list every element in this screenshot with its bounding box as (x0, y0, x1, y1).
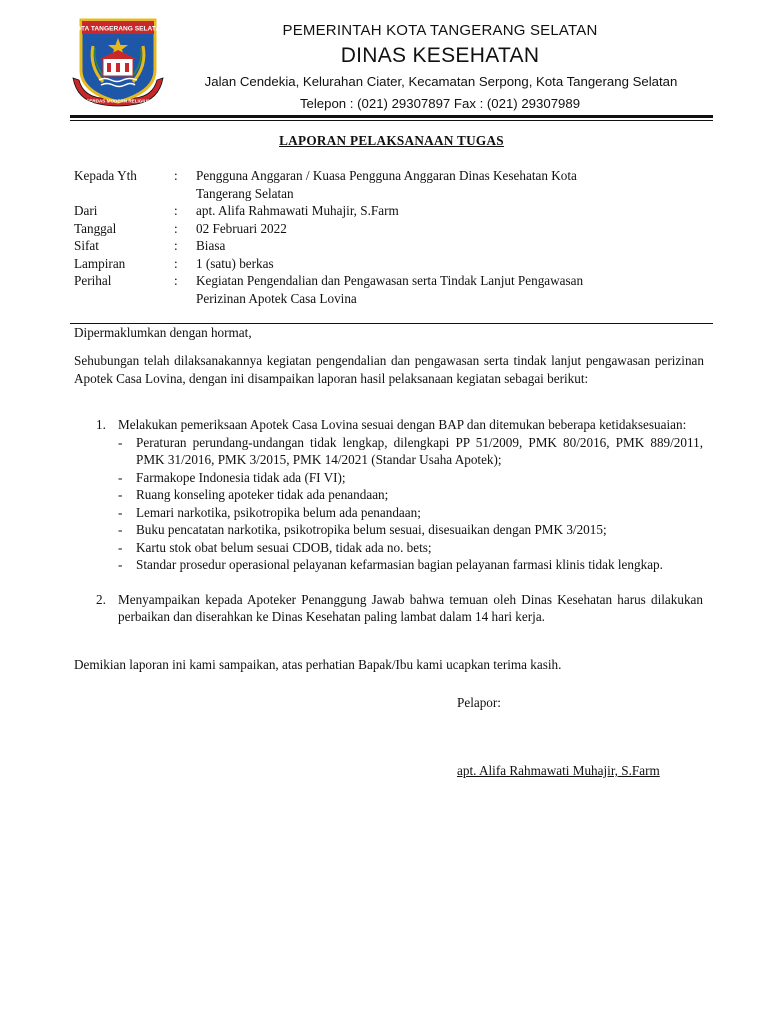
meta-label: Dari (74, 203, 98, 218)
list-item-body (118, 416, 703, 574)
agency-contact: Telepon : (021) 29307897 Fax : (021) 29307989 (299, 96, 581, 111)
salutation: Dipermaklumkan dengan hormat, (74, 325, 252, 340)
agency-address: Jalan Cendekia, Kelurahan Ciater, Kecamatan Serpong, Kota Tangerang Selatan (204, 74, 678, 89)
city-emblem-logo (69, 16, 167, 112)
government-name: PEMERINTAH KOTA TANGERANG SELATAN (282, 22, 598, 39)
meta-value: 1 (satu) berkas (196, 255, 274, 271)
meta-label: Lampiran (74, 255, 126, 271)
list-item-text: Menyampaikan kepada Apoteker Penanggung Jawab bahwa temuan oleh Dinas Kesehatan harus dilakukan perbaikan dan diserahkan ke Dinas Kesehatan paling lambat dalam 14 hari kerja. (118, 591, 703, 624)
sub-item (118, 504, 703, 522)
meta-label: Perihal (74, 273, 112, 288)
meta-row-subject (74, 272, 694, 307)
sub-item-dash: - (118, 557, 123, 572)
letter-meta (74, 167, 694, 307)
meta-value: apt. Alifa Rahmawati Muhajir, S.Farm (196, 203, 399, 218)
sub-item (118, 434, 703, 469)
sub-item (118, 521, 703, 539)
meta-row-from (74, 202, 694, 220)
meta-value: 02 Februari 2022 (196, 220, 287, 236)
reporter-label: Pelapor: (457, 695, 501, 710)
intro-paragraph: Sehubungan telah dilaksanakannya kegiatan pengendalian dan pengawasan serta tindak lanjut pengawasan perizinan Apotek Casa Lovina, dengan ini disampaikan laporan hasil pelaksanaan kegiatan sebagai berikut: (74, 353, 704, 386)
list-item-number: 1. (96, 417, 106, 432)
sub-item (118, 539, 703, 557)
meta-colon: : (174, 203, 178, 218)
meta-value (196, 272, 694, 307)
meta-colon: : (174, 168, 178, 183)
sub-item-dash: - (118, 539, 123, 555)
agency-name: DINAS KESEHATAN (340, 44, 540, 67)
sub-item (118, 556, 703, 574)
sub-item-text: Peraturan perundang-undangan tidak lengkap, dilengkapi PP 51/2009, PMK 80/2016, PMK 889/2011, PMK 31/2016, PMK 3/2015, PMK 14/2021 (Standar Usaha Apotek); (136, 434, 703, 467)
sub-item-text: Buku pencatatan narkotika, psikotropika belum sesuai, disesuaikan dengan PMK 3/2015; (136, 522, 607, 537)
meta-row-date (74, 220, 694, 238)
sub-item (118, 469, 703, 487)
logo-motto-text: CERDAS MODERN RELIGIUS (85, 98, 151, 104)
meta-value-line: Tangerang Selatan (196, 185, 294, 201)
sub-item-text: Kartu stok obat belum sesuai CDOB, tidak ada no. bets; (136, 539, 432, 555)
signer-name: apt. Alifa Rahmawati Muhajir, S.Farm (457, 763, 660, 778)
meta-label: Kepada Yth (74, 168, 137, 183)
meta-row-recipient (74, 167, 694, 202)
meta-value-line: Perizinan Apotek Casa Lovina (196, 290, 357, 306)
letterhead-divider-thick (70, 115, 713, 118)
findings-list (96, 416, 703, 626)
sub-item-text: Ruang konseling apoteker tidak ada penandaan; (136, 487, 389, 502)
list-spacer (96, 574, 703, 591)
sub-item-text: Farmakope Indonesia tidak ada (FI VI); (136, 469, 346, 485)
meta-value (196, 167, 694, 202)
list-item-number: 2. (96, 591, 106, 607)
sub-item-dash: - (118, 487, 123, 502)
sub-item (118, 486, 703, 504)
meta-colon: : (174, 220, 178, 236)
closing-paragraph: Demikian laporan ini kami sampaikan, atas perhatian Bapak/Ibu kami ucapkan terima kasih. (74, 657, 562, 672)
letterhead-divider-thin (70, 120, 713, 121)
sub-item-dash: - (118, 434, 123, 450)
sub-item-text: Lemari narkotika, psikotropika belum ada penandaan; (136, 504, 421, 520)
meta-colon: : (174, 238, 178, 253)
list-item-text: Melakukan pemeriksaan Apotek Casa Lovina sesuai dengan BAP dan ditemukan beberapa ketidaksesuaian: (118, 417, 687, 432)
document-title: LAPORAN PELAKSANAAN TUGAS (279, 133, 504, 148)
sub-item-text: Standar prosedur operasional pelayanan kefarmasian bagian pelayanan farmasi klinis tidak lengkap. (136, 557, 663, 572)
meta-label: Sifat (74, 238, 99, 253)
list-item (96, 416, 703, 574)
meta-value-line: Pengguna Anggaran / Kuasa Pengguna Anggaran Dinas Kesehatan Kota (196, 168, 577, 183)
meta-value: Biasa (196, 238, 226, 253)
list-item (96, 591, 703, 626)
meta-row-attachment (74, 255, 694, 273)
sub-item-dash: - (118, 522, 123, 537)
sub-item-dash: - (118, 469, 123, 485)
meta-colon: : (174, 273, 178, 288)
sub-item-dash: - (118, 504, 123, 520)
meta-value-line: Kegiatan Pengendalian dan Pengawasan serta Tindak Lanjut Pengawasan (196, 273, 584, 288)
logo-top-text: KOTA TANGERANG SELATAN (71, 25, 165, 33)
meta-colon: : (174, 255, 178, 271)
meta-label: Tanggal (74, 220, 117, 236)
meta-row-nature (74, 237, 694, 255)
